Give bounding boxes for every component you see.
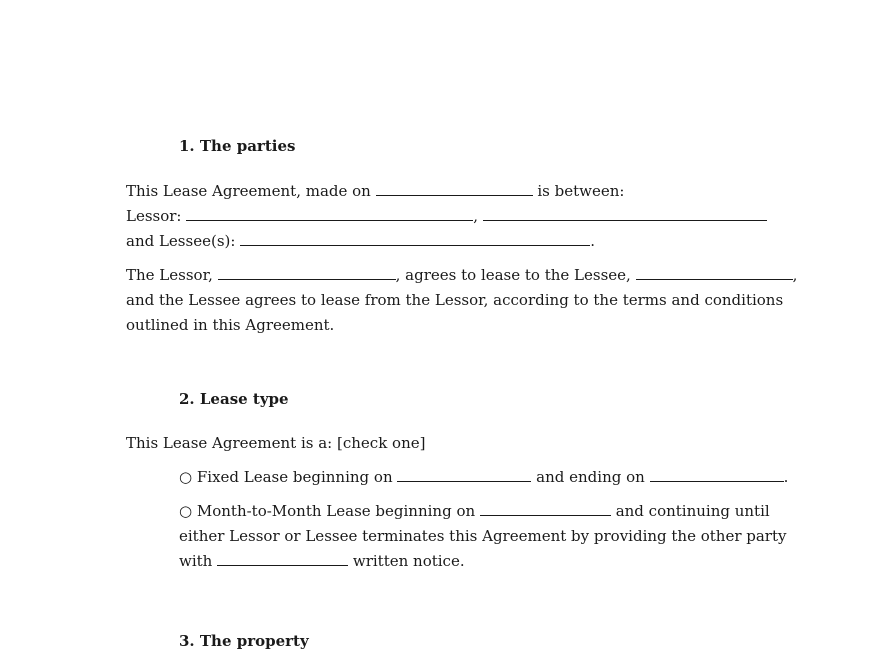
lessee-name-blank[interactable] <box>240 232 590 246</box>
lessor-agrees-line <box>126 265 797 285</box>
lessor-address-blank[interactable] <box>483 207 767 221</box>
month-lease-radio-icon[interactable]: ○ <box>179 502 193 520</box>
lessee-label: and Lessee(s): <box>126 232 241 250</box>
section-3-heading: 3. The property <box>179 632 309 650</box>
lessor-agrees-blank[interactable] <box>218 266 396 280</box>
fixed-lease-end-blank[interactable] <box>650 468 784 482</box>
fixed-lease-end: . <box>783 468 789 486</box>
lessor-name-blank[interactable] <box>186 207 473 221</box>
section-2-heading: 2. Lease type <box>179 390 289 408</box>
month-to-month-option <box>179 501 770 521</box>
ending-on-text: and ending on <box>531 468 650 486</box>
section-1-heading: 1. The parties <box>179 137 296 155</box>
agreement-date-label: This Lease Agreement, made on <box>126 182 376 200</box>
lessee-agrees-end: , <box>792 266 798 284</box>
month-lease-start-blank[interactable] <box>480 502 611 516</box>
month-lease-line2: either Lessor or Lessee terminates this Agreement by providing the other party <box>179 527 787 545</box>
lessor-line <box>126 206 767 226</box>
fixed-lease-option <box>179 467 788 487</box>
agreement-date-line <box>126 181 624 201</box>
month-lease-label: Month-to-Month Lease beginning on <box>192 502 480 520</box>
fixed-lease-label: Fixed Lease beginning on <box>192 468 398 486</box>
lease-type-intro: This Lease Agreement is a: [check one] <box>126 434 426 452</box>
is-between-text: is between: <box>532 182 625 200</box>
agreement-date-blank[interactable] <box>376 182 533 196</box>
lessee-line <box>126 231 595 251</box>
fixed-lease-start-blank[interactable] <box>397 468 531 482</box>
with-text: with <box>179 552 218 570</box>
lessor-label: Lessor: <box>126 207 187 225</box>
fixed-lease-radio-icon[interactable]: ○ <box>179 468 193 486</box>
outlined-line: outlined in this Agreement. <box>126 316 335 334</box>
lessee-agrees-blank[interactable] <box>636 266 793 280</box>
notice-period-blank[interactable] <box>217 552 348 566</box>
continuing-until-text: and continuing until <box>610 502 770 520</box>
lessee-end: . <box>590 232 595 250</box>
written-notice-text: written notice. <box>348 552 465 570</box>
lessor-agrees-label: The Lessor, <box>126 266 218 284</box>
lessor-separator: , <box>473 207 483 225</box>
agrees-to-lease-text: , agrees to lease to the Lessee, <box>395 266 636 284</box>
notice-line <box>179 551 465 571</box>
terms-line: and the Lessee agrees to lease from the Lessor, according to the terms and conditions <box>126 291 784 309</box>
